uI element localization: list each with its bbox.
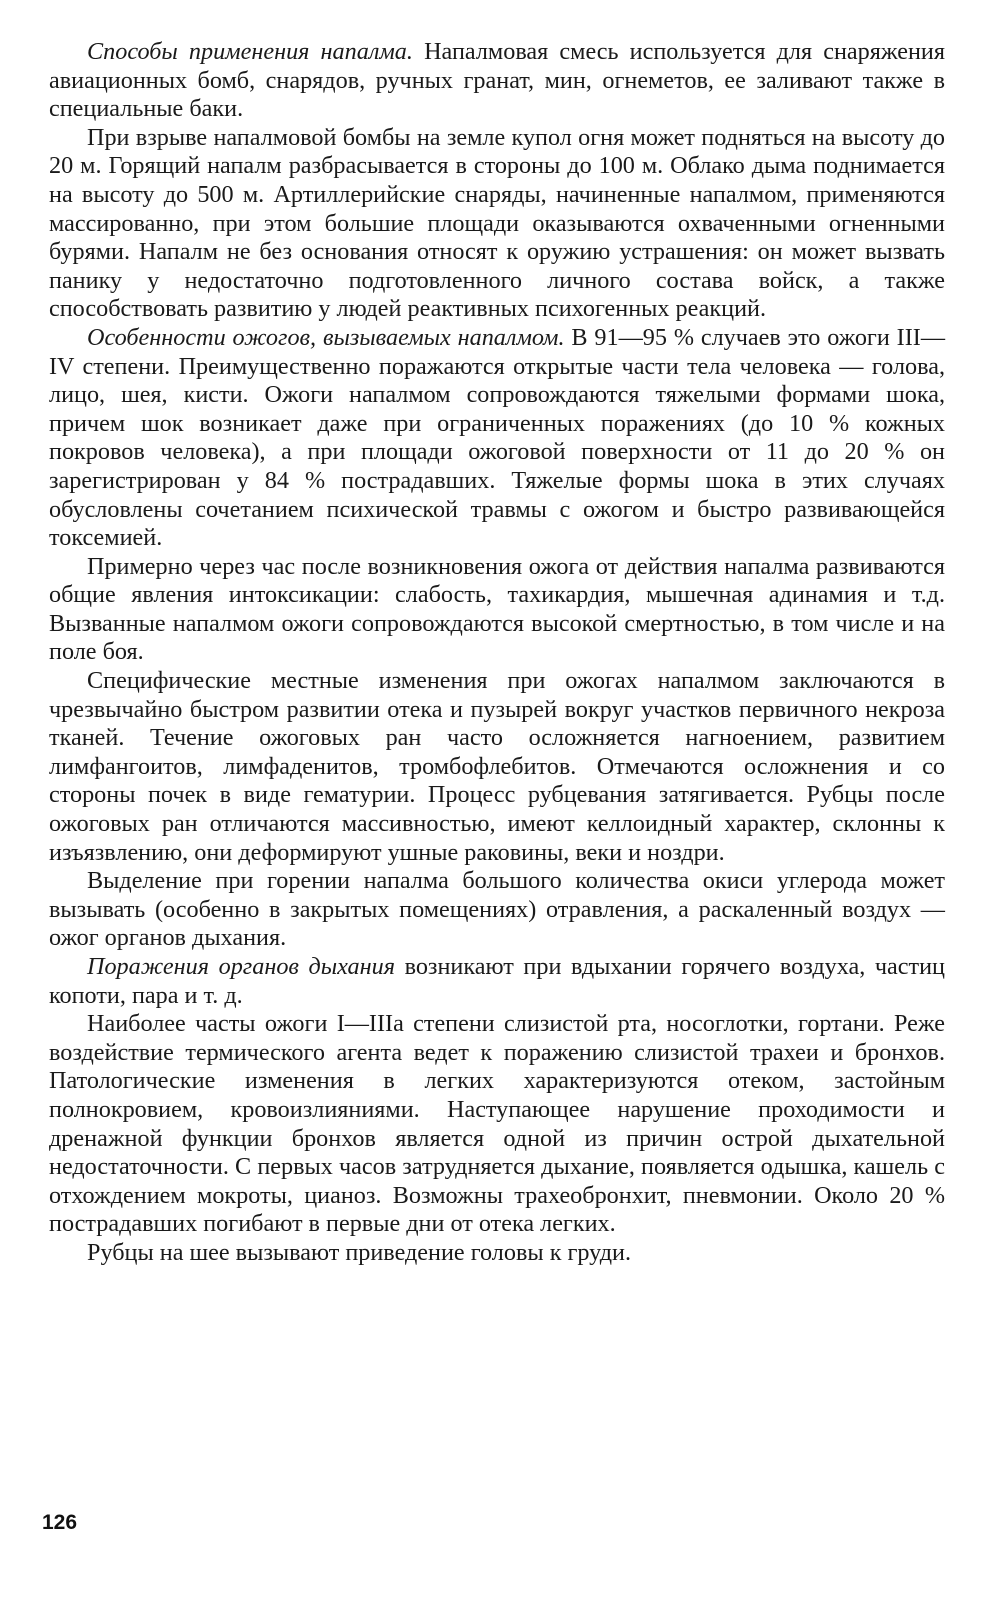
paragraph-text: Примерно через час после возникновения ожога от действия напалма развиваются общие явления интоксикации: слабость, тахикардия, мышечная адинамия и т.д. Вызванные напалмом ожоги сопровождаются высокой смертностью, в том числе и на поле боя. — [49, 552, 945, 666]
paragraph-mucosa-burns — [49, 1010, 945, 1239]
paragraph-text: Специфические местные изменения при ожогах напалмом заключаются в чрезвычайно быстром развитии отека и пузырей вокруг участков первичного некроза тканей. Течение ожоговых ран часто осложняется нагноением, развитием лимфангоитов, лимфаденитов, тромбофлебитов. Отмечаются осложнения и со стороны почек в виде гематурии. Процесс рубцевания затягивается. Рубцы после ожоговых ран отличаются массивностью, имеют келлоидный характер, склонны к изъязвлению, они деформируют ушные раковины, веки и ноздри. — [49, 667, 945, 866]
paragraph-respiratory-injury — [49, 953, 945, 1010]
paragraph-heading: Способы применения напалма. — [87, 38, 413, 65]
paragraph-heading: Особенности ожогов, вызываемых напалмом. — [87, 323, 565, 351]
paragraph-carbon-monoxide — [49, 867, 945, 953]
page-body — [49, 38, 945, 1268]
paragraph-text: При взрыве напалмовой бомбы на земле купол огня может подняться на высоту до 20 м. Горящий напалм разбрасывается в стороны до 100 м. Облако дыма поднимается на высоту до 500 м. Артиллерийские снаряды, начиненные напалмом, применяются массированно, при этом большие площади оказываются охваченными огненными бурями. Напалм не без основания относят к оружию устрашения: он может вызвать панику у недостаточно подготовленного личного состава войск, а также способствовать развитию у людей реактивных психогенных реакций. — [49, 123, 945, 323]
paragraph-local-changes — [49, 667, 945, 867]
paragraph-text: Наиболее часты ожоги I—IIIa степени слизистой рта, носоглотки, гортани. Реже воздействие термического агента ведет к поражению слизистой трахеи и бронхов. Патологические изменения в легких характеризуются отеком, застойным полнокровием, кровоизлияниями. Наступающее нарушение проходимости и дренажной функции бронхов является одной из причин острой дыхательной недостаточности. С первых часов затрудняется дыхание, появляется одышка, кашель с отхождением мокроты, цианоз. Возможны трахеобронхит, пневмонии. Около 20 % пострадавших погибают в первые дни от отека легких. — [49, 1010, 945, 1238]
paragraph-text: Напалмовая смесь используется для снаряжения авиационных бомб, снарядов, ручных гранат, мин, огнеметов, ее заливают также в специальные баки. — [49, 38, 945, 123]
paragraph-heading: Поражения органов дыхания — [87, 953, 395, 980]
paragraph-text: Выделение при горении напалма большого количества окиси углерода может вызывать (особенно в закрытых помещениях) отравления, а раскаленный воздух — ожог органов дыхания. — [49, 867, 945, 952]
page-number: 126 — [42, 1511, 78, 1534]
paragraph-text: В 91—95 % случаев это ожоги III—IV степени. Преимущественно поражаются открытые части тела человека — голова, лицо, шея, кисти. Ожоги напалмом сопровождаются тяжелыми формами шока, причем шок возникает даже при ограниченных поражениях (до 10 % кожных покровов человека), а при площади ожоговой поверхности от 11 до 20 % он зарегистрирован у 84 % пострадавших. Тяжелые формы шока в этих случаях обусловлены сочетанием психической травмы с ожогом и быстро развивающейся токсемией. — [49, 323, 946, 552]
paragraph-text: возникают при вдыхании горячего воздуха, частиц копоти, пара и т. д. — [49, 953, 945, 1009]
paragraph-napalm-uses — [49, 38, 945, 124]
paragraph-bomb-explosion — [49, 124, 945, 324]
paragraph-text: Рубцы на шее вызывают приведение головы к груди. — [87, 1238, 632, 1266]
paragraph-burn-features — [49, 324, 945, 553]
paragraph-intoxication — [49, 553, 945, 667]
paragraph-neck-scars — [49, 1239, 945, 1268]
